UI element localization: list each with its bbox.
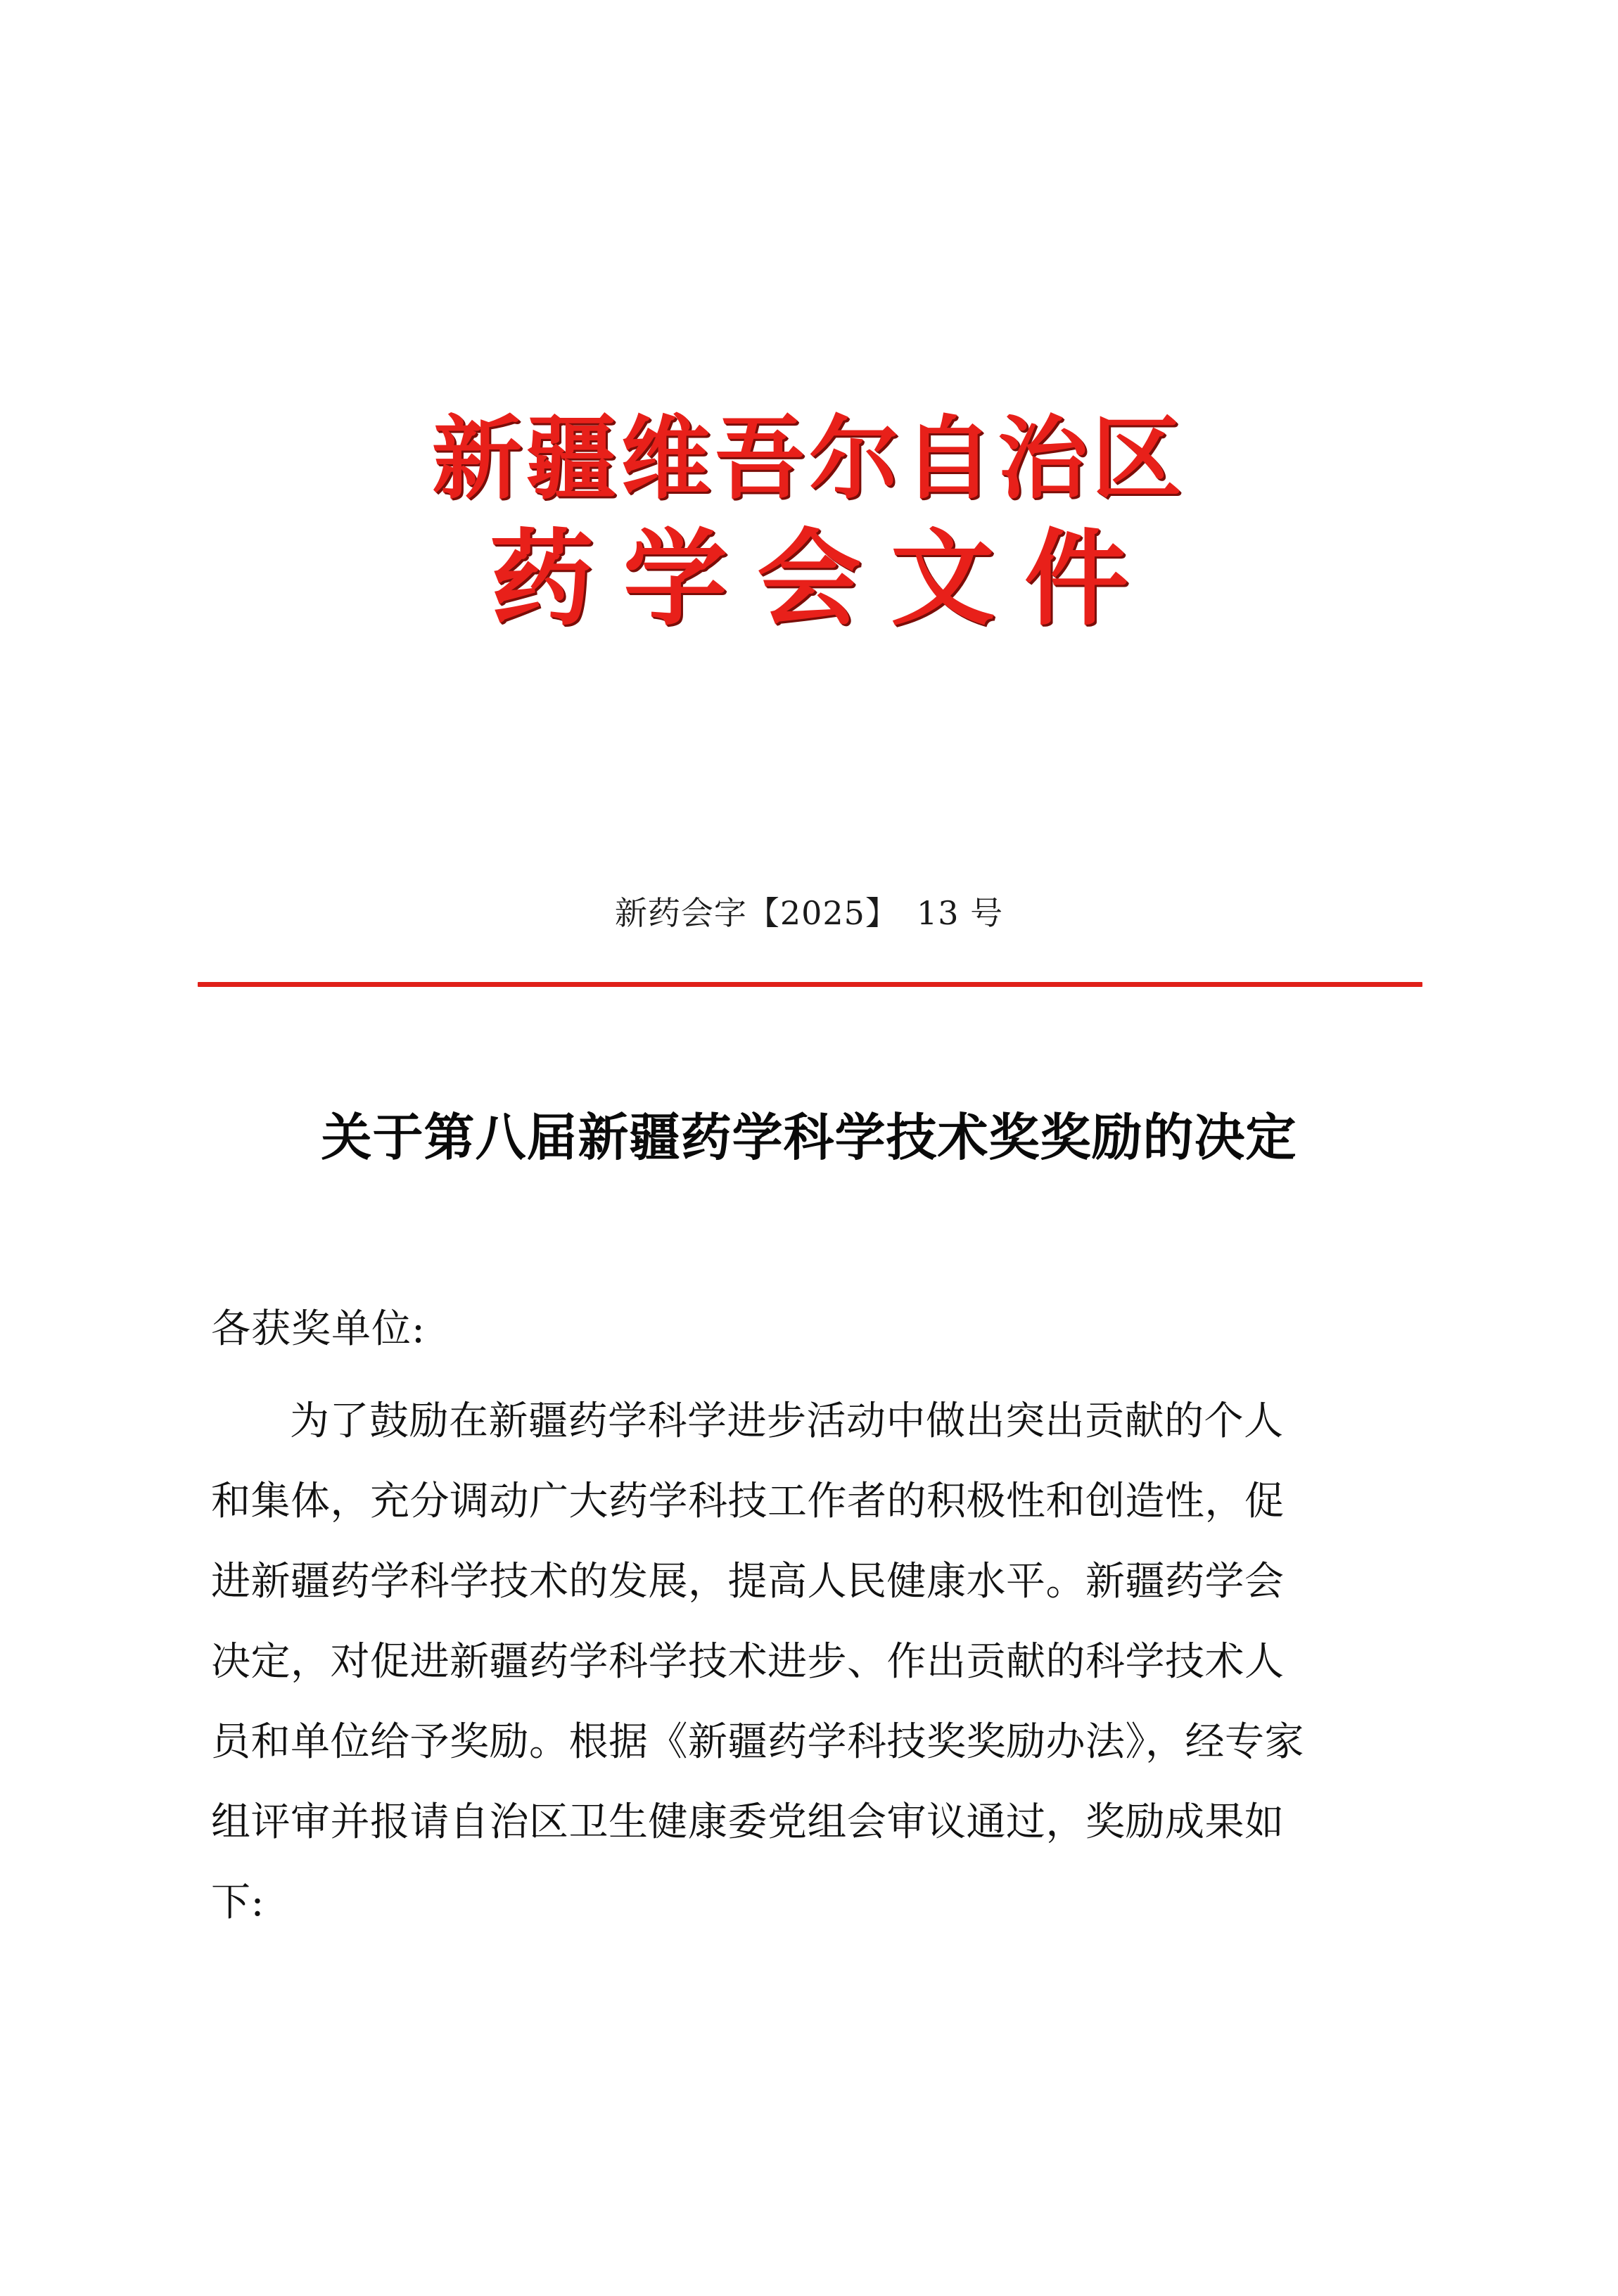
body-paragraph-line: 为了鼓励在新疆药学科学进步活动中做出突出贡献的个人 xyxy=(290,1398,1284,1444)
salutation: 各获奖单位: xyxy=(211,1306,426,1352)
body-paragraph-line: 和集体，充分调动广大药学科技工作者的积极性和创造性，促 xyxy=(211,1479,1285,1524)
header-divider-rule xyxy=(198,982,1422,987)
document-number-value: 13 xyxy=(916,894,960,932)
body-paragraph-line: 决定，对促进新疆药学科学技术进步、作出贡献的科学技术人 xyxy=(211,1639,1285,1685)
document-number-suffix: 号 xyxy=(970,894,1004,932)
body-paragraph-line: 进新疆药学科学技术的发展，提高人民健康水平。新疆药学会 xyxy=(211,1559,1285,1605)
page-title: 关于第八届新疆药学科学技术奖奖励的决定 xyxy=(321,1107,1297,1167)
masthead xyxy=(0,0,1618,640)
body-paragraph-line: 组评审并报请自治区卫生健康委党组会审议通过，奖励成果如 xyxy=(211,1799,1285,1845)
masthead-line-2: 药学会文件 xyxy=(490,517,1158,640)
masthead-line-1: 新疆维吾尔自治区 xyxy=(431,406,1186,511)
document-body xyxy=(211,1306,1441,1943)
document-number xyxy=(0,888,1618,934)
document-number-prefix: 新药会字【2025】 xyxy=(614,894,898,932)
body-paragraph-line: 员和单位给予奖励。根据《新疆药学科技奖奖励办法》，经专家 xyxy=(211,1719,1304,1765)
body-paragraph-line: 下: xyxy=(211,1880,265,1925)
